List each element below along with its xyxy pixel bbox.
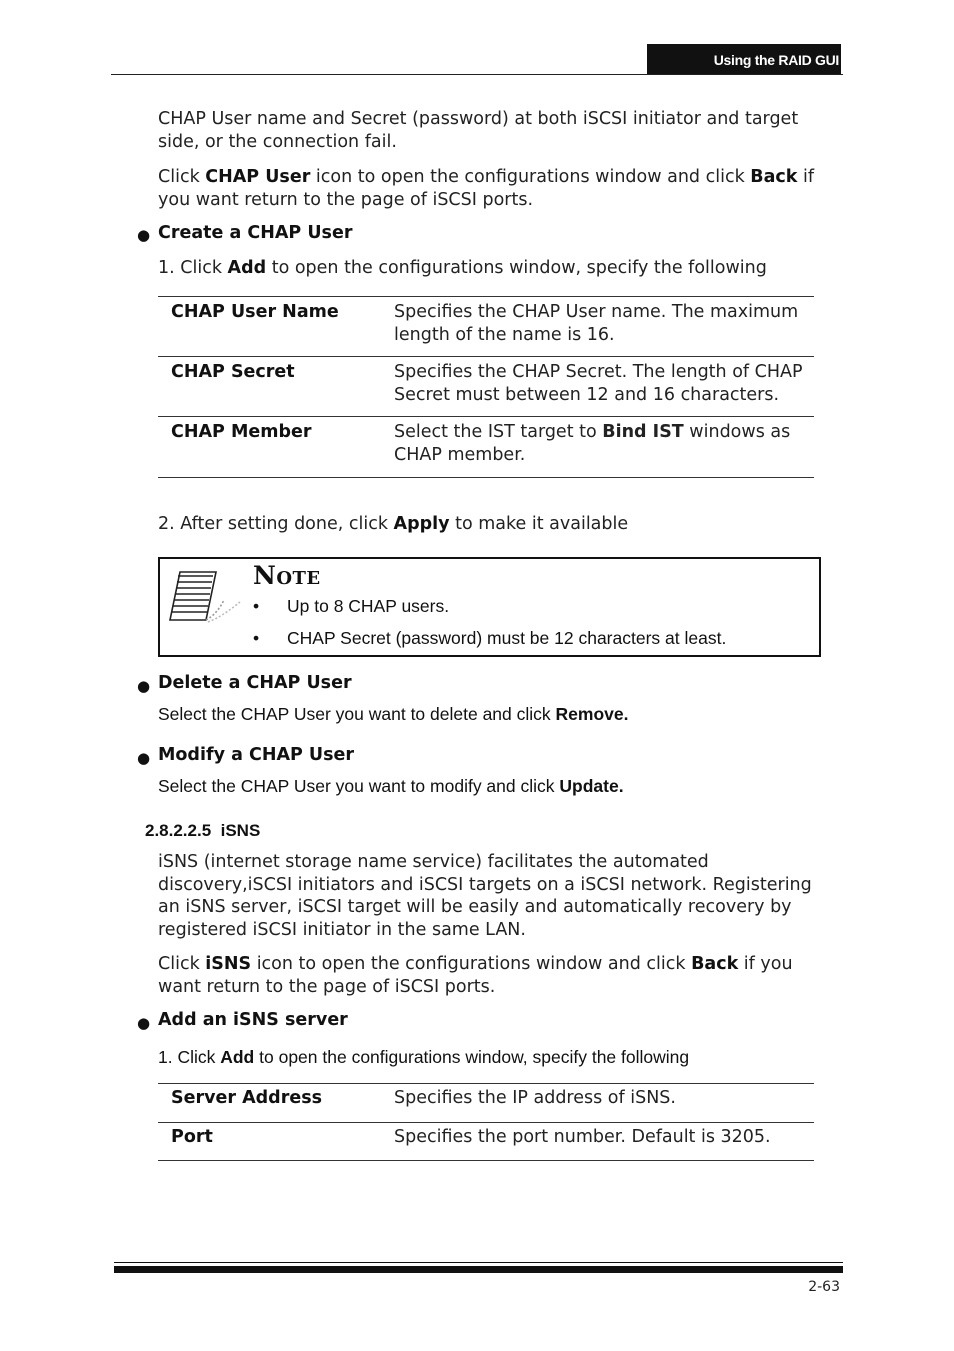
section-tab — [647, 44, 841, 75]
add-isns-server-heading: Add an iSNS server — [158, 1010, 348, 1030]
intro-paragraph-2: Click CHAP User icon to open the configurations window and click Back if you want return to the page of iSCSI ports. — [158, 167, 815, 210]
bullet-icon: ● — [137, 677, 151, 695]
table-term: CHAP User Name — [171, 302, 339, 322]
table-row — [158, 1084, 814, 1123]
note-bullet-icon: • — [253, 628, 260, 648]
intro-paragraph-1: CHAP User name and Secret (password) at both iSCSI initiator and target side, or the connection fail. — [158, 109, 799, 152]
bullet-icon: ● — [137, 226, 151, 244]
page-number: 2-63 — [808, 1279, 840, 1295]
chap-user-term: CHAP User — [205, 167, 311, 187]
modify-instruction: Select the CHAP User you want to modify and click Update. — [158, 776, 624, 796]
table-term: CHAP Member — [171, 422, 312, 442]
create-step-1: 1. Click Add to open the configurations window, specify the following — [158, 258, 767, 278]
delete-instruction: Select the CHAP User you want to delete and click Remove. — [158, 704, 629, 724]
table-term: CHAP Secret — [171, 362, 295, 382]
note-title: Note — [253, 561, 321, 590]
note-item: CHAP Secret (password) must be 12 characters at least. — [287, 628, 727, 648]
table-description: Specifies the CHAP Secret. The length of CHAP Secret must between 12 and 16 characters. — [394, 362, 803, 405]
header-rule — [111, 74, 843, 75]
modify-chap-user-heading: Modify a CHAP User — [158, 745, 355, 765]
footer-rule-thin — [114, 1262, 843, 1263]
table-description: Specifies the CHAP User name. The maximum length of the name is 16. — [394, 302, 799, 345]
table-description: Specifies the port number. Default is 3205. — [394, 1126, 771, 1147]
back-term: Back — [750, 167, 798, 187]
bullet-icon: ● — [137, 1014, 151, 1032]
table-row — [158, 297, 814, 357]
create-step-2: 2. After setting done, click Apply to make it available — [158, 514, 629, 534]
table-term: Port — [171, 1126, 213, 1147]
footer-rule-thick — [114, 1266, 843, 1273]
table-term: Server Address — [171, 1088, 323, 1108]
section-tab-label: Using the RAID GUI — [713, 51, 839, 68]
table-description: Specifies the IP address of iSNS. — [394, 1088, 676, 1108]
create-chap-user-heading: Create a CHAP User — [158, 223, 353, 243]
note-item: Up to 8 CHAP users. — [287, 596, 450, 616]
chap-user-definitions-table — [158, 296, 814, 478]
delete-chap-user-heading: Delete a CHAP User — [158, 673, 352, 693]
table-row — [158, 1122, 814, 1161]
bullet-icon: ● — [137, 749, 151, 767]
table-row — [158, 357, 814, 417]
note-bullet-icon: • — [253, 596, 260, 616]
isns-section-title: 2.8.2.2.5 iSNS — [145, 821, 261, 840]
isns-paragraph-1: iSNS (internet storage name service) facilitates the automated discovery,iSCSI initiators and iSCSI targets on a iSCSI network. Registering an iSNS server, iSCSI target will be easily and automatically recovery by registered iSCSI initiator in the same LAN. — [158, 852, 812, 940]
table-description: Select the IST target to Bind IST windows as CHAP member. — [394, 422, 791, 465]
table-row — [158, 417, 814, 478]
note-pad-icon — [164, 566, 244, 626]
isns-definitions-table — [158, 1083, 814, 1161]
isns-paragraph-2: Click iSNS icon to open the configurations window and click Back if you want return to the page of iSCSI ports. — [158, 954, 793, 997]
isns-step-1: 1. Click Add to open the configurations window, specify the following — [158, 1047, 690, 1067]
